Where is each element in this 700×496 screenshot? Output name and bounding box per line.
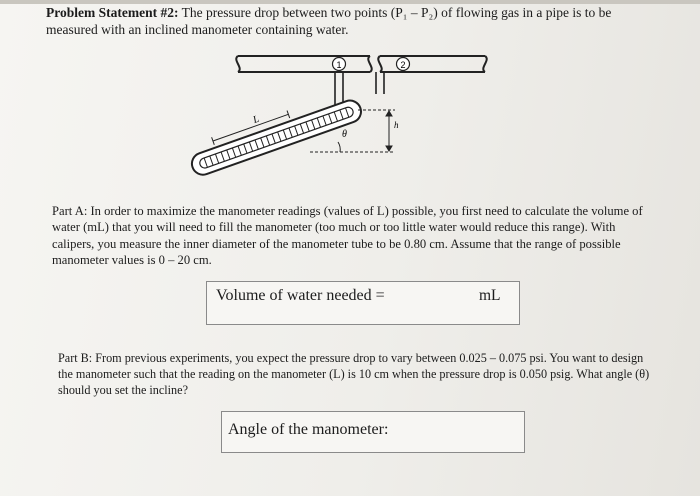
length-label: L (251, 113, 261, 127)
inclined-tube (183, 81, 364, 178)
angle-label: θ (342, 129, 347, 140)
problem-statement (46, 4, 666, 38)
point-1-label: 1 (336, 60, 342, 70)
part-a-text: Part A: In order to maximize the manometer readings (values of L) possible, you first need to calculate the volume of water (mL) that you will need to fill the manometer (too much or too little water would reduce this range). With calipers, you measure the inner diameter of the manometer tube to be 0.80 cm. Assume that the range of possible manometer values is 0 – 20 cm. (52, 204, 643, 267)
gas-pipe (236, 56, 486, 72)
volume-answer-unit: mL (479, 287, 501, 304)
point-2-label: 2 (400, 60, 406, 70)
problem-heading: Problem Statement #2: (46, 5, 179, 20)
problem-text: The pressure drop between two points (P₁ – P₂) of flowing gas in a pipe is to be measured with an inclined manometer containing water. (46, 5, 612, 37)
point-2-marker (397, 58, 410, 71)
angle-answer-box[interactable] (221, 411, 525, 453)
height-dimension (386, 111, 392, 151)
angle-arc (338, 142, 340, 152)
manometer-diagram (180, 46, 510, 186)
angle-answer-label: Angle of the manometer: (228, 421, 389, 438)
point-1-marker (333, 58, 346, 71)
connecting-tubes (335, 72, 384, 106)
height-label: h (394, 120, 399, 130)
volume-answer-box[interactable] (206, 281, 520, 325)
part-b-text: Part B: From previous experiments, you expect the pressure drop to vary between 0.025 – 0.075 psi. You want to design the manometer such that the reading on the manometer (L) is 10 cm when the pressure drop is 0.050 psig. What angle (θ) should you set the incline? (58, 351, 650, 397)
volume-answer-label: Volume of water needed = (216, 287, 385, 304)
